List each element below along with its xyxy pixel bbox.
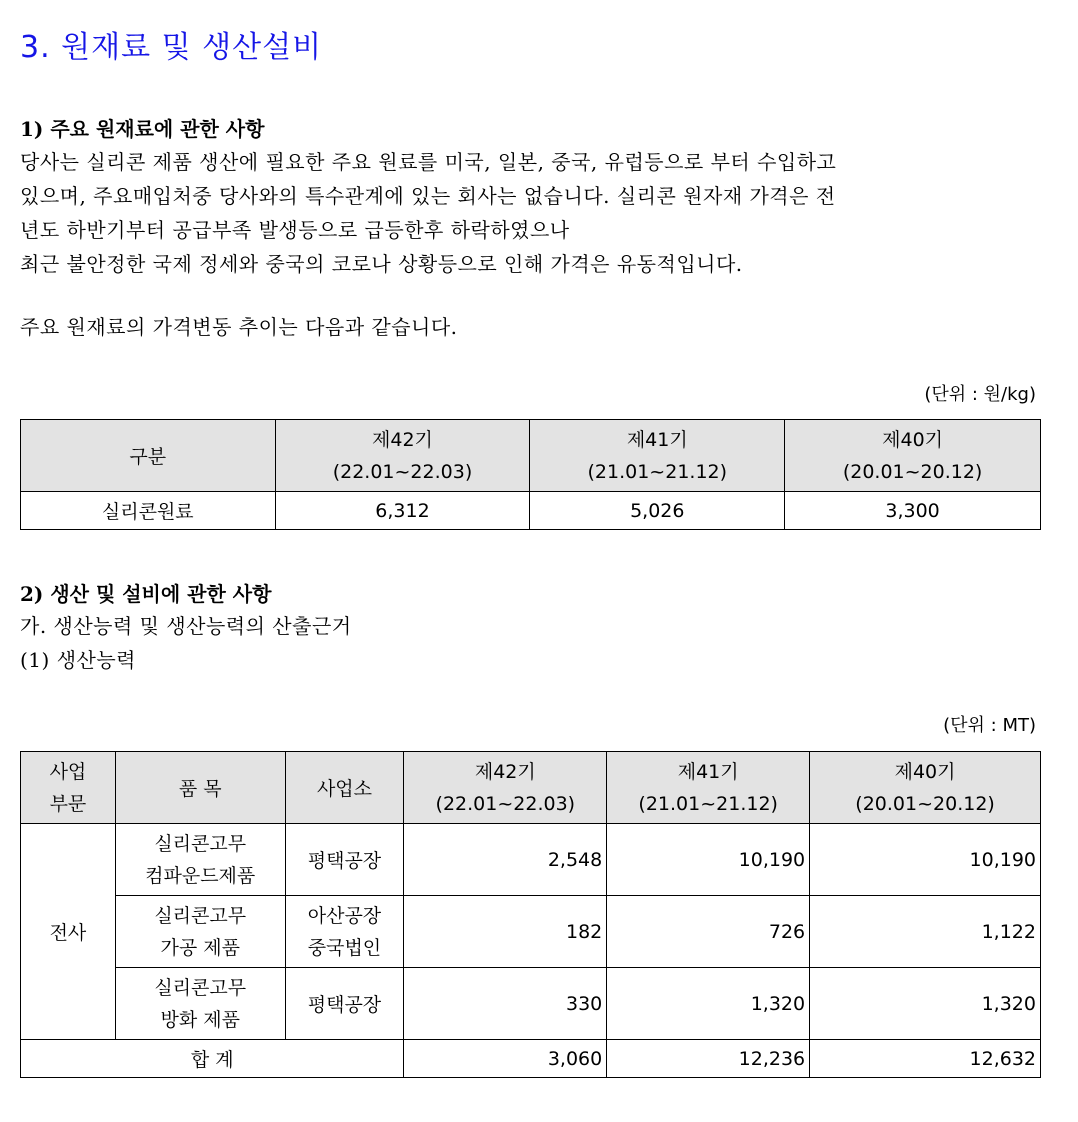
period-range: (20.01~20.12) bbox=[855, 792, 995, 815]
production-capacity-table bbox=[20, 751, 1041, 1078]
site-cell: 평택공장 bbox=[285, 968, 404, 1040]
period-range: (21.01~21.12) bbox=[587, 460, 728, 483]
table-cell: 10,190 bbox=[810, 824, 1041, 896]
table-cell: 3,300 bbox=[785, 492, 1041, 530]
paragraph-line: 최근 불안정한 국제 정세와 중국의 코로나 상황등으로 인해 가격은 유동적입니다. bbox=[20, 252, 743, 276]
period-range: (20.01~20.12) bbox=[842, 460, 983, 483]
header-text: 부문 bbox=[49, 792, 87, 815]
header-item: 품 목 bbox=[115, 752, 285, 824]
total-label: 합 계 bbox=[21, 1040, 404, 1078]
table-header-row bbox=[21, 420, 1041, 492]
table-cell: 726 bbox=[607, 896, 810, 968]
table-cell: 182 bbox=[404, 896, 607, 968]
table-cell: 2,548 bbox=[404, 824, 607, 896]
item-cell bbox=[115, 896, 285, 968]
header-text: 사업 bbox=[49, 760, 87, 783]
header-site: 사업소 bbox=[285, 752, 404, 824]
table-row bbox=[21, 824, 1041, 896]
table-cell: 5,026 bbox=[530, 492, 785, 530]
site-cell: 평택공장 bbox=[285, 824, 404, 896]
period-name: 제40기 bbox=[894, 760, 956, 783]
period-range: (22.01~22.03) bbox=[435, 792, 576, 815]
table-cell: 330 bbox=[404, 968, 607, 1040]
item-text: 가공 제품 bbox=[160, 936, 240, 959]
header-category: 구분 bbox=[21, 420, 276, 492]
table-row bbox=[21, 968, 1041, 1040]
total-cell: 12,632 bbox=[810, 1040, 1041, 1078]
total-cell: 12,236 bbox=[607, 1040, 810, 1078]
total-row bbox=[21, 1040, 1041, 1078]
section1-paragraph bbox=[20, 145, 1040, 281]
item-cell bbox=[115, 968, 285, 1040]
section2-sub-a: 가. 생산능력 및 생산능력의 산출근거 bbox=[20, 614, 352, 638]
page-title: 3. 원재료 및 생산설비 bbox=[20, 30, 323, 65]
table-header-row bbox=[21, 752, 1041, 824]
period-name: 제42기 bbox=[372, 428, 433, 451]
period-name: 제41기 bbox=[626, 428, 688, 451]
item-text: 실리콘고무 bbox=[154, 832, 247, 855]
item-text: 컴파운드제품 bbox=[145, 864, 256, 887]
site-text: 중국법인 bbox=[307, 936, 382, 959]
paragraph-line: 당사는 실리콘 제품 생산에 필요한 주요 원료를 미국, 일본, 중국, 유럽등으로 부터 수입하고 bbox=[20, 150, 837, 174]
section2-sub-1: (1) 생산능력 bbox=[20, 648, 136, 672]
header-period bbox=[810, 752, 1041, 824]
period-name: 제40기 bbox=[882, 428, 944, 451]
header-period bbox=[785, 420, 1041, 492]
paragraph-line: 있으며, 주요매입처중 당사와의 특수관계에 있는 회사는 없습니다. 실리콘 원자재 가격은 전 bbox=[20, 184, 836, 208]
price-table-unit: (단위 : 원/kg) bbox=[924, 384, 1036, 405]
table-row bbox=[21, 896, 1041, 968]
item-text: 실리콘고무 bbox=[154, 976, 247, 999]
header-period bbox=[607, 752, 810, 824]
header-period bbox=[404, 752, 607, 824]
header-division bbox=[21, 752, 116, 824]
total-cell: 3,060 bbox=[404, 1040, 607, 1078]
item-text: 실리콘고무 bbox=[154, 904, 247, 927]
raw-material-price-table bbox=[20, 419, 1041, 530]
period-name: 제42기 bbox=[474, 760, 536, 783]
header-period bbox=[530, 420, 785, 492]
item-cell bbox=[115, 824, 285, 896]
site-text: 아산공장 bbox=[307, 904, 382, 927]
item-text: 방화 제품 bbox=[160, 1008, 240, 1031]
table-cell: 1,320 bbox=[607, 968, 810, 1040]
table-row bbox=[21, 492, 1041, 530]
section1-heading: 1) 주요 원재료에 관한 사항 bbox=[20, 117, 265, 141]
row-label: 실리콘원료 bbox=[21, 492, 276, 530]
header-period bbox=[275, 420, 530, 492]
table-cell: 6,312 bbox=[275, 492, 530, 530]
paragraph-line: 년도 하반기부터 공급부족 발생등으로 급등한후 하락하였으나 bbox=[20, 218, 570, 242]
section1-note: 주요 원재료의 가격변동 추이는 다음과 같습니다. bbox=[20, 315, 458, 339]
table-cell: 1,320 bbox=[810, 968, 1041, 1040]
period-name: 제41기 bbox=[677, 760, 739, 783]
period-range: (21.01~21.12) bbox=[638, 792, 778, 815]
division-cell: 전사 bbox=[21, 824, 116, 1040]
capacity-table-unit: (단위 : MT) bbox=[943, 715, 1036, 736]
section2-heading: 2) 생산 및 설비에 관한 사항 bbox=[20, 582, 272, 606]
site-cell bbox=[285, 896, 404, 968]
table-cell: 1,122 bbox=[810, 896, 1041, 968]
period-range: (22.01~22.03) bbox=[332, 460, 473, 483]
table-cell: 10,190 bbox=[607, 824, 810, 896]
